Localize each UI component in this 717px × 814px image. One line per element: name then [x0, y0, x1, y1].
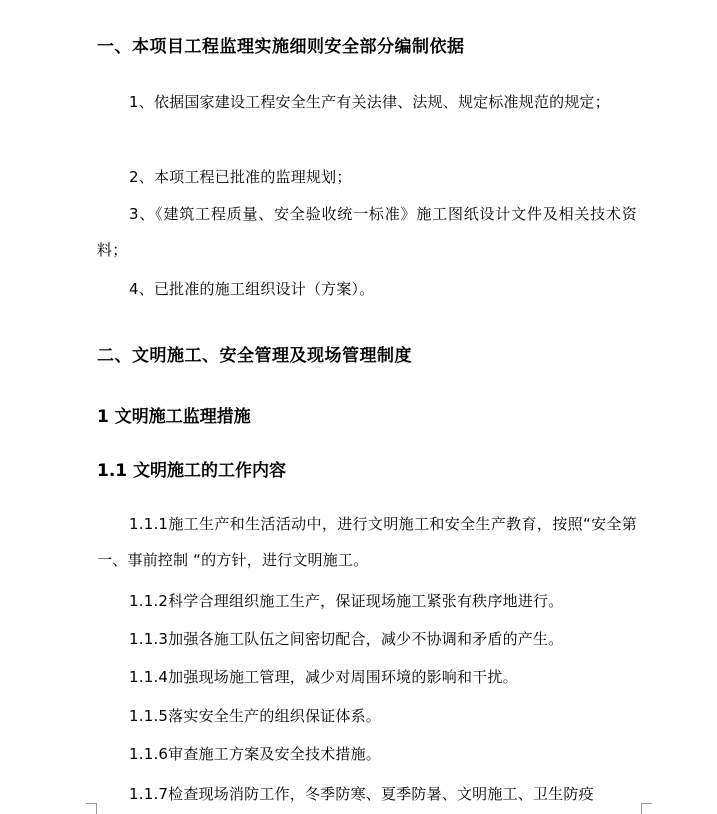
content-item-3: 1.1.3加强各施工队伍之间密切配合，减少不协调和矛盾的产生。: [129, 630, 564, 648]
basis-item-3: 3、《建筑工程质量、安全验收统一标准》施工图纸设计文件及相关技术资料；: [97, 205, 637, 259]
content-item-7: 1.1.7检查现场消防工作，冬季防寒、夏季防暑、文明施工、卫生防疫: [129, 785, 594, 803]
content-item-5: 1.1.5落实安全生产的组织保证体系。: [129, 707, 381, 725]
section-heading-management: 二、文明施工、安全管理及现场管理制度: [97, 346, 412, 366]
content-item-2: 1.1.2科学合理组织施工生产，保证现场施工紧张有秩序地进行。: [129, 592, 564, 610]
basis-item-4: 4、已批准的施工组织设计（方案）。: [129, 280, 375, 298]
page-corner-marker-right: [641, 803, 652, 814]
content-item-6: 1.1.6审查施工方案及安全技术措施。: [129, 745, 381, 763]
page-corner-marker-left: [86, 803, 97, 814]
basis-item-1: 1、依据国家建设工程安全生产有关法律、法规、规定标准规范的规定；: [129, 93, 610, 111]
subsection-heading-work-content: 1.1 文明施工的工作内容: [97, 461, 287, 481]
content-item-1: 1.1.1施工生产和生活活动中，进行文明施工和安全生产教育，按照“安全第一、事前控制 “的方针，进行文明施工。: [97, 515, 637, 569]
basis-item-2: 2、本项工程已批准的监理规划；: [129, 168, 352, 186]
section-heading-basis: 一、本项目工程监理实施细则安全部分编制依据: [97, 37, 465, 57]
content-item-4: 1.1.4加强现场施工管理，减少对周围环境的影响和干扰。: [129, 668, 518, 686]
subsection-heading-civilized-construction: 1 文明施工监理措施: [97, 407, 251, 427]
